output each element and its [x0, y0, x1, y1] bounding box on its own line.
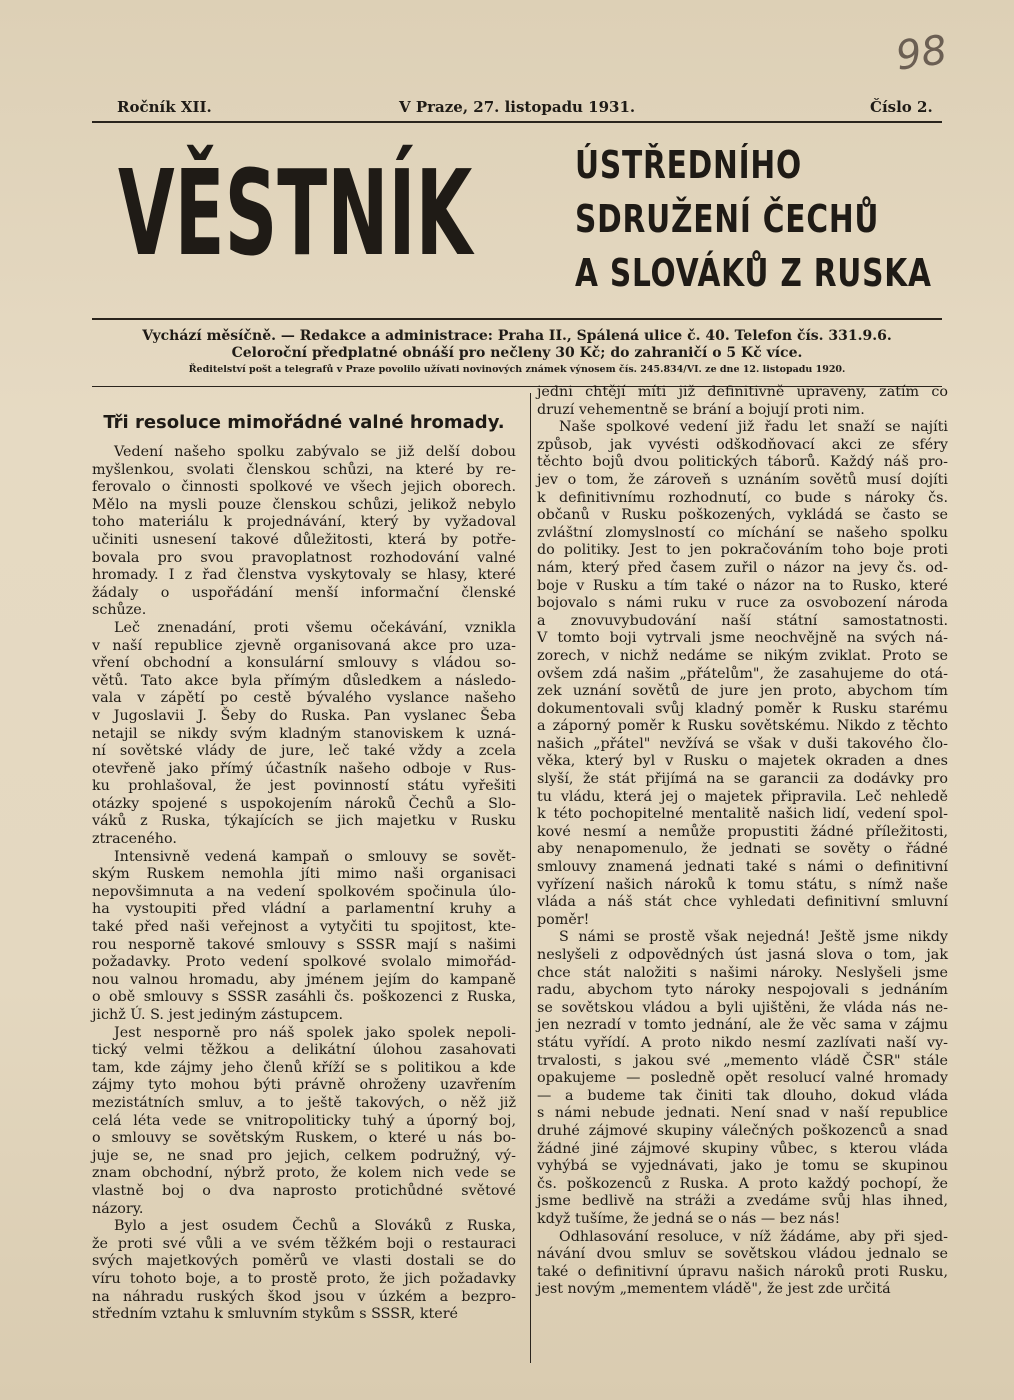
- text-line: jedni chtějí míti již definitivně upraveny, zatím co: [537, 384, 948, 400]
- text-line: jev o tom, že zároveň s uznáním sovětů musí dojíti: [537, 471, 948, 488]
- text-line: vlastně boj o dva naprosto protichůdné světové: [92, 1182, 516, 1199]
- subtitle-line-3: A SLOVÁKŮ Z RUSKA: [575, 251, 932, 295]
- masthead-subtitle: [575, 138, 932, 300]
- text-line: také o definitivní úpravu našich nároků proti Rusku,: [537, 1263, 948, 1280]
- text-line: a znovuvybudování naší státní samostatnosti.: [537, 612, 948, 629]
- subscription-info: Celoroční předplatné obnáší pro nečleny 30 Kč; do zahraničí o 5 Kč více.: [231, 345, 803, 361]
- text-line: žádaly o uspořádání menší informační členské: [92, 584, 516, 601]
- text-line: ským Ruskem nemohla jíti mimo naši organisaci: [92, 866, 516, 883]
- article-paragraph: [92, 849, 516, 1025]
- text-line: zek uznání sovětů de jure jen proto, abychom tím: [537, 683, 948, 700]
- text-line: Bylo a jest osudem Čechů a Slováků z Ruska,: [114, 1218, 516, 1235]
- text-line: nou valnou hromadu, aby jménem jejím do kampaně: [92, 971, 516, 988]
- text-line: tu vládu, která jej o majetek připravila. Leč nehledě: [537, 788, 948, 805]
- article-title: Tři resoluce mimořádné valné hromady.: [103, 412, 505, 433]
- text-line: požadavky. Proto vedení spolkové svolalo mimořád-: [92, 954, 516, 971]
- text-line: S námi se prostě však nejedná! Ještě jsme nikdy: [559, 929, 948, 946]
- text-line: neslyšeli z odpovědných úst jasná slova o tom, jak: [537, 947, 948, 963]
- text-line: také před naši veřejnost a vytyčiti tu spojitost, kte-: [92, 919, 516, 936]
- text-line: učiniti usnesení takové důležitosti, která by potře-: [92, 531, 516, 548]
- text-line: mezistátních smluv, a to ještě takových, o něž již: [92, 1094, 516, 1111]
- text-line: k definitivnímu rozhodnutí, co bude s nároky čs.: [537, 489, 948, 506]
- text-line: vyhýbá se vyjednávati, jako je tomu se skupinou: [537, 1158, 948, 1175]
- text-line: Jest nesporně pro náš spolek jako spolek nepoli-: [114, 1024, 516, 1041]
- text-line: zájmy tyto mohou býti právně ohroženy uzavřením: [92, 1077, 516, 1094]
- text-line: ovšem zdá našim „přátelům", že zasahujeme do otá-: [537, 665, 948, 682]
- text-line: aby nenapomenulo, že jednati se sověty o řádné: [537, 841, 948, 858]
- text-line: názory.: [92, 1200, 144, 1217]
- text-line: na náhradu ruských škod jsou v úzkém a bezpro-: [92, 1288, 516, 1305]
- text-line: myšlenkou, svolati členskou schůzi, na které by re-: [92, 461, 516, 478]
- text-line: Naše spolkové vedení již řadu let snaží se najíti: [559, 419, 948, 436]
- text-line: otázky spojené s uspokojením nároků Čechů a Slo-: [92, 795, 516, 812]
- text-line: žádné jiné zájmové skupiny vůbec, s kterou vláda: [537, 1140, 948, 1157]
- text-line: tam, kde zájmy jeho členů kříží se s politikou a kde: [92, 1059, 516, 1076]
- text-line: o obě smlouvy s SSSR zasáhli čs. poškozenci z Ruska,: [92, 989, 516, 1006]
- volume-label: Ročník XII.: [117, 98, 212, 116]
- text-line: ztraceného.: [92, 831, 177, 848]
- text-line: zorech, v nichž nedáme se nikým zviklat. Proto se: [537, 647, 948, 664]
- text-line: opakujeme — posledně opět resolucí valné hromady: [537, 1070, 948, 1087]
- article-paragraph: [92, 620, 516, 849]
- text-line: — a budeme tak činiti tak dlouho, dokud vláda: [537, 1087, 948, 1104]
- text-line: svých majetkových poměrů ve vlasti dostali se do: [92, 1253, 516, 1270]
- text-line: vala v zápětí po cestě bývalého vyslance našeho: [92, 690, 516, 707]
- text-line: občanů v Rusku poškozených, vykládá se často se: [537, 507, 948, 524]
- subtitle-line-2: SDRUŽENÍ ČECHŮ: [575, 197, 880, 241]
- text-line: vyřízení našich nároků k tomu státu, s nímž naše: [537, 876, 948, 893]
- text-line: celá léta vede se vnitropoliticky tuhý a úporný boj,: [92, 1112, 516, 1129]
- text-line: tický velmi těžkou a delikátní úlohou zasahovati: [92, 1042, 516, 1059]
- text-line: o smlouvy se sovětským Ruskem, o které u nás bo-: [92, 1130, 516, 1147]
- text-line: k této pochopitelné mentalitě našich lidí, vedení spol-: [537, 806, 948, 823]
- text-line: způsob, jak vyvésti odškodňovací akci ze sféry: [537, 436, 948, 453]
- text-line: středním vztahu k smluvním stykům s SSSR, které: [92, 1306, 459, 1323]
- text-line: našich „přátel" nevžívá se však v duši takového člo-: [537, 735, 948, 752]
- article-right-column: [537, 384, 948, 1299]
- header-rule: [92, 121, 942, 123]
- text-line: vření obchodní a konsulární smlouvy s vládou so-: [92, 655, 516, 672]
- text-line: rou nesporně takové smlouvy s SSSR mají s našimi: [92, 936, 516, 953]
- text-line: ní sovětské vlády de jure, leč také vždy a zcela: [92, 743, 516, 760]
- article-paragraph: [92, 1218, 516, 1324]
- text-line: se sovětskou vládou a byli ujištěni, že vláda nás ne-: [537, 999, 948, 1016]
- text-line: kové nesmí a nemůže propustiti žádné příležitosti,: [537, 823, 948, 840]
- text-line: otevřeně jako přímý účastník našeho odboje v Rus-: [92, 760, 516, 777]
- text-line: zvláštní zlomyslností co míchání se našeho spolku: [537, 524, 948, 541]
- text-line: poměr!: [537, 911, 590, 928]
- text-line: čs. poškozenců z Ruska. A proto každý pochopí, že: [537, 1175, 948, 1192]
- text-line: vláda a náš stát chce vyhledati definitivní smluvní: [537, 894, 948, 911]
- text-line: v naší republice zjevně organisovaná akce pro uza-: [92, 637, 516, 654]
- text-line: ku prohlašoval, že jest povinností státu vyřešiti: [92, 778, 516, 795]
- text-line: bojovalo s námi ruku v ruce za osvobození národa: [537, 595, 948, 612]
- article-paragraph: [92, 444, 516, 620]
- text-line: hromady. I z řad členstva vyskytovaly se hlasy, které: [92, 567, 516, 584]
- text-line: druzí vehementně se brání a bojují proti nim.: [537, 401, 865, 418]
- postal-permit: Ředitelství pošt a telegrafů v Praze povolilo užívati novinových známek výnosem čís. 245.834/VI. ze dne 12. listopadu 1920.: [188, 364, 846, 375]
- text-line: s námi nebude jednati. Není snad v naší republice: [537, 1105, 948, 1122]
- text-line: chce stát naložiti s našimi nároky. Neslyšeli jsme: [537, 964, 948, 981]
- text-line: ferovalo o činnosti spolkové ve všech jejich oborech.: [92, 479, 516, 496]
- text-line: do politiky. Jest to jen pokračováním toho boje proti: [537, 542, 948, 559]
- text-line: znam obchodní, nýbrž proto, že kolem nich vede se: [92, 1165, 516, 1182]
- text-line: Odhlasování resoluce, v níž žádáme, aby při sjed-: [559, 1228, 948, 1245]
- handwritten-mark: 98: [893, 27, 950, 80]
- text-line: víru tohoto boje, a to prostě proto, že jich požadavky: [92, 1270, 516, 1287]
- text-line: druhé zájmové skupiny válečných poškozenců a snad: [537, 1122, 948, 1139]
- text-line: schůze.: [92, 602, 147, 619]
- text-line: radu, abychom tyto nároky nespojovali s jednáním: [537, 982, 948, 999]
- text-line: ha vystoupiti před vládní a parlamentní kruhy a: [92, 901, 516, 918]
- text-line: návání dvou smluv se sovětskou vládou jednalo se: [537, 1246, 948, 1263]
- text-line: Vedení našeho spolku zabývalo se již delší dobou: [114, 444, 516, 460]
- text-line: když tušíme, že jedná se o nás — bez nás!: [537, 1210, 841, 1227]
- article-paragraph: [537, 1229, 948, 1299]
- publication-info: Vychází měsíčně. — Redakce a administrace: Praha II., Spálená ulice č. 40. Telefon čís. 331.9.6.: [142, 328, 892, 344]
- text-line: věka, který byl v Rusku o majetek okraden a dnes: [537, 753, 948, 770]
- text-line: váků z Ruska, týkajících se jich majetku v Rusku: [92, 813, 516, 830]
- text-line: Intensivně vedená kampaň o smlouvy se sovět-: [114, 848, 516, 865]
- text-line: nám, který před časem zuřil o názor na jevy čs. od-: [537, 559, 948, 576]
- article-paragraph: [537, 929, 948, 1228]
- text-line: juje se, ne snad pro jejich, celkem podružný, vý-: [92, 1147, 516, 1164]
- text-line: jest novým „mementem vládě", že jest zde určitá: [537, 1281, 891, 1298]
- article-left-column: [92, 412, 516, 1324]
- text-line: slyší, že stát přijímá na se garancii za dodávky pro: [537, 771, 948, 788]
- text-line: těchto bojů dvou politických táborů. Každý náš pro-: [537, 454, 948, 471]
- text-line: toho materiálu k projednávání, který by vyžadoval: [92, 514, 516, 531]
- text-line: Mělo na mysli pouze členskou schůzi, jelikož nebylo: [92, 496, 516, 513]
- masthead-title: VĚSTNÍK: [118, 144, 473, 282]
- text-line: smlouvy znamená jednati také s námi o definitivní: [537, 859, 948, 876]
- article-paragraph: [92, 1025, 516, 1219]
- text-line: jsme bedlivě na stráži a zvedáme svůj hlas ihned,: [537, 1193, 948, 1210]
- text-line: dokumentovali svůj kladný poměr k Rusku starému: [537, 700, 948, 717]
- text-line: netajil se nikdy svým kladným stanoviskem k uzná-: [92, 725, 516, 742]
- text-line: jichž Ú. S. jest jediným zástupcem.: [92, 1007, 344, 1023]
- text-line: že proti své vůli a ve svém těžkém boji o restauraci: [92, 1235, 516, 1252]
- text-line: státu vyřídí. A proto nikdo nesmí zazlívati naší vy-: [537, 1034, 948, 1051]
- article-paragraph: [537, 384, 948, 419]
- issue-number: Číslo 2.: [870, 98, 933, 116]
- text-line: a záporný poměr k Rusku sovětskému. Nikdo z těchto: [537, 718, 948, 735]
- column-divider: [530, 393, 531, 1363]
- text-line: bovala pro svou pravoplatnost rozhodování valné: [92, 549, 516, 566]
- text-line: V tomto boji vytrvali jsme neochvějně na svých ná-: [537, 630, 948, 647]
- text-line: v Jugoslavii J. Šeby do Ruska. Pan vyslanec Šeba: [92, 707, 516, 724]
- text-line: Leč znenadání, proti všemu očekávání, vznikla: [114, 619, 516, 636]
- text-line: boje v Rusku a tím také o názor na to Rusko, které: [537, 577, 948, 594]
- text-line: trvalosti, s jakou své „memento vládě ČSR" stále: [537, 1052, 948, 1069]
- article-paragraph: [537, 419, 948, 929]
- subtitle-line-1: ÚSTŘEDNÍHO: [575, 143, 802, 187]
- text-line: nepovšimnuta a na vedení spolkovém spočinula úlo-: [92, 883, 516, 900]
- masthead-rule: [92, 318, 942, 320]
- place-date: V Praze, 27. listopadu 1931.: [399, 98, 636, 116]
- text-line: větů. Tato akce byla přímým důsledkem a následo-: [92, 672, 516, 689]
- text-line: jen nezradí v tomto jednání, ale že věc sama v zájmu: [537, 1017, 948, 1034]
